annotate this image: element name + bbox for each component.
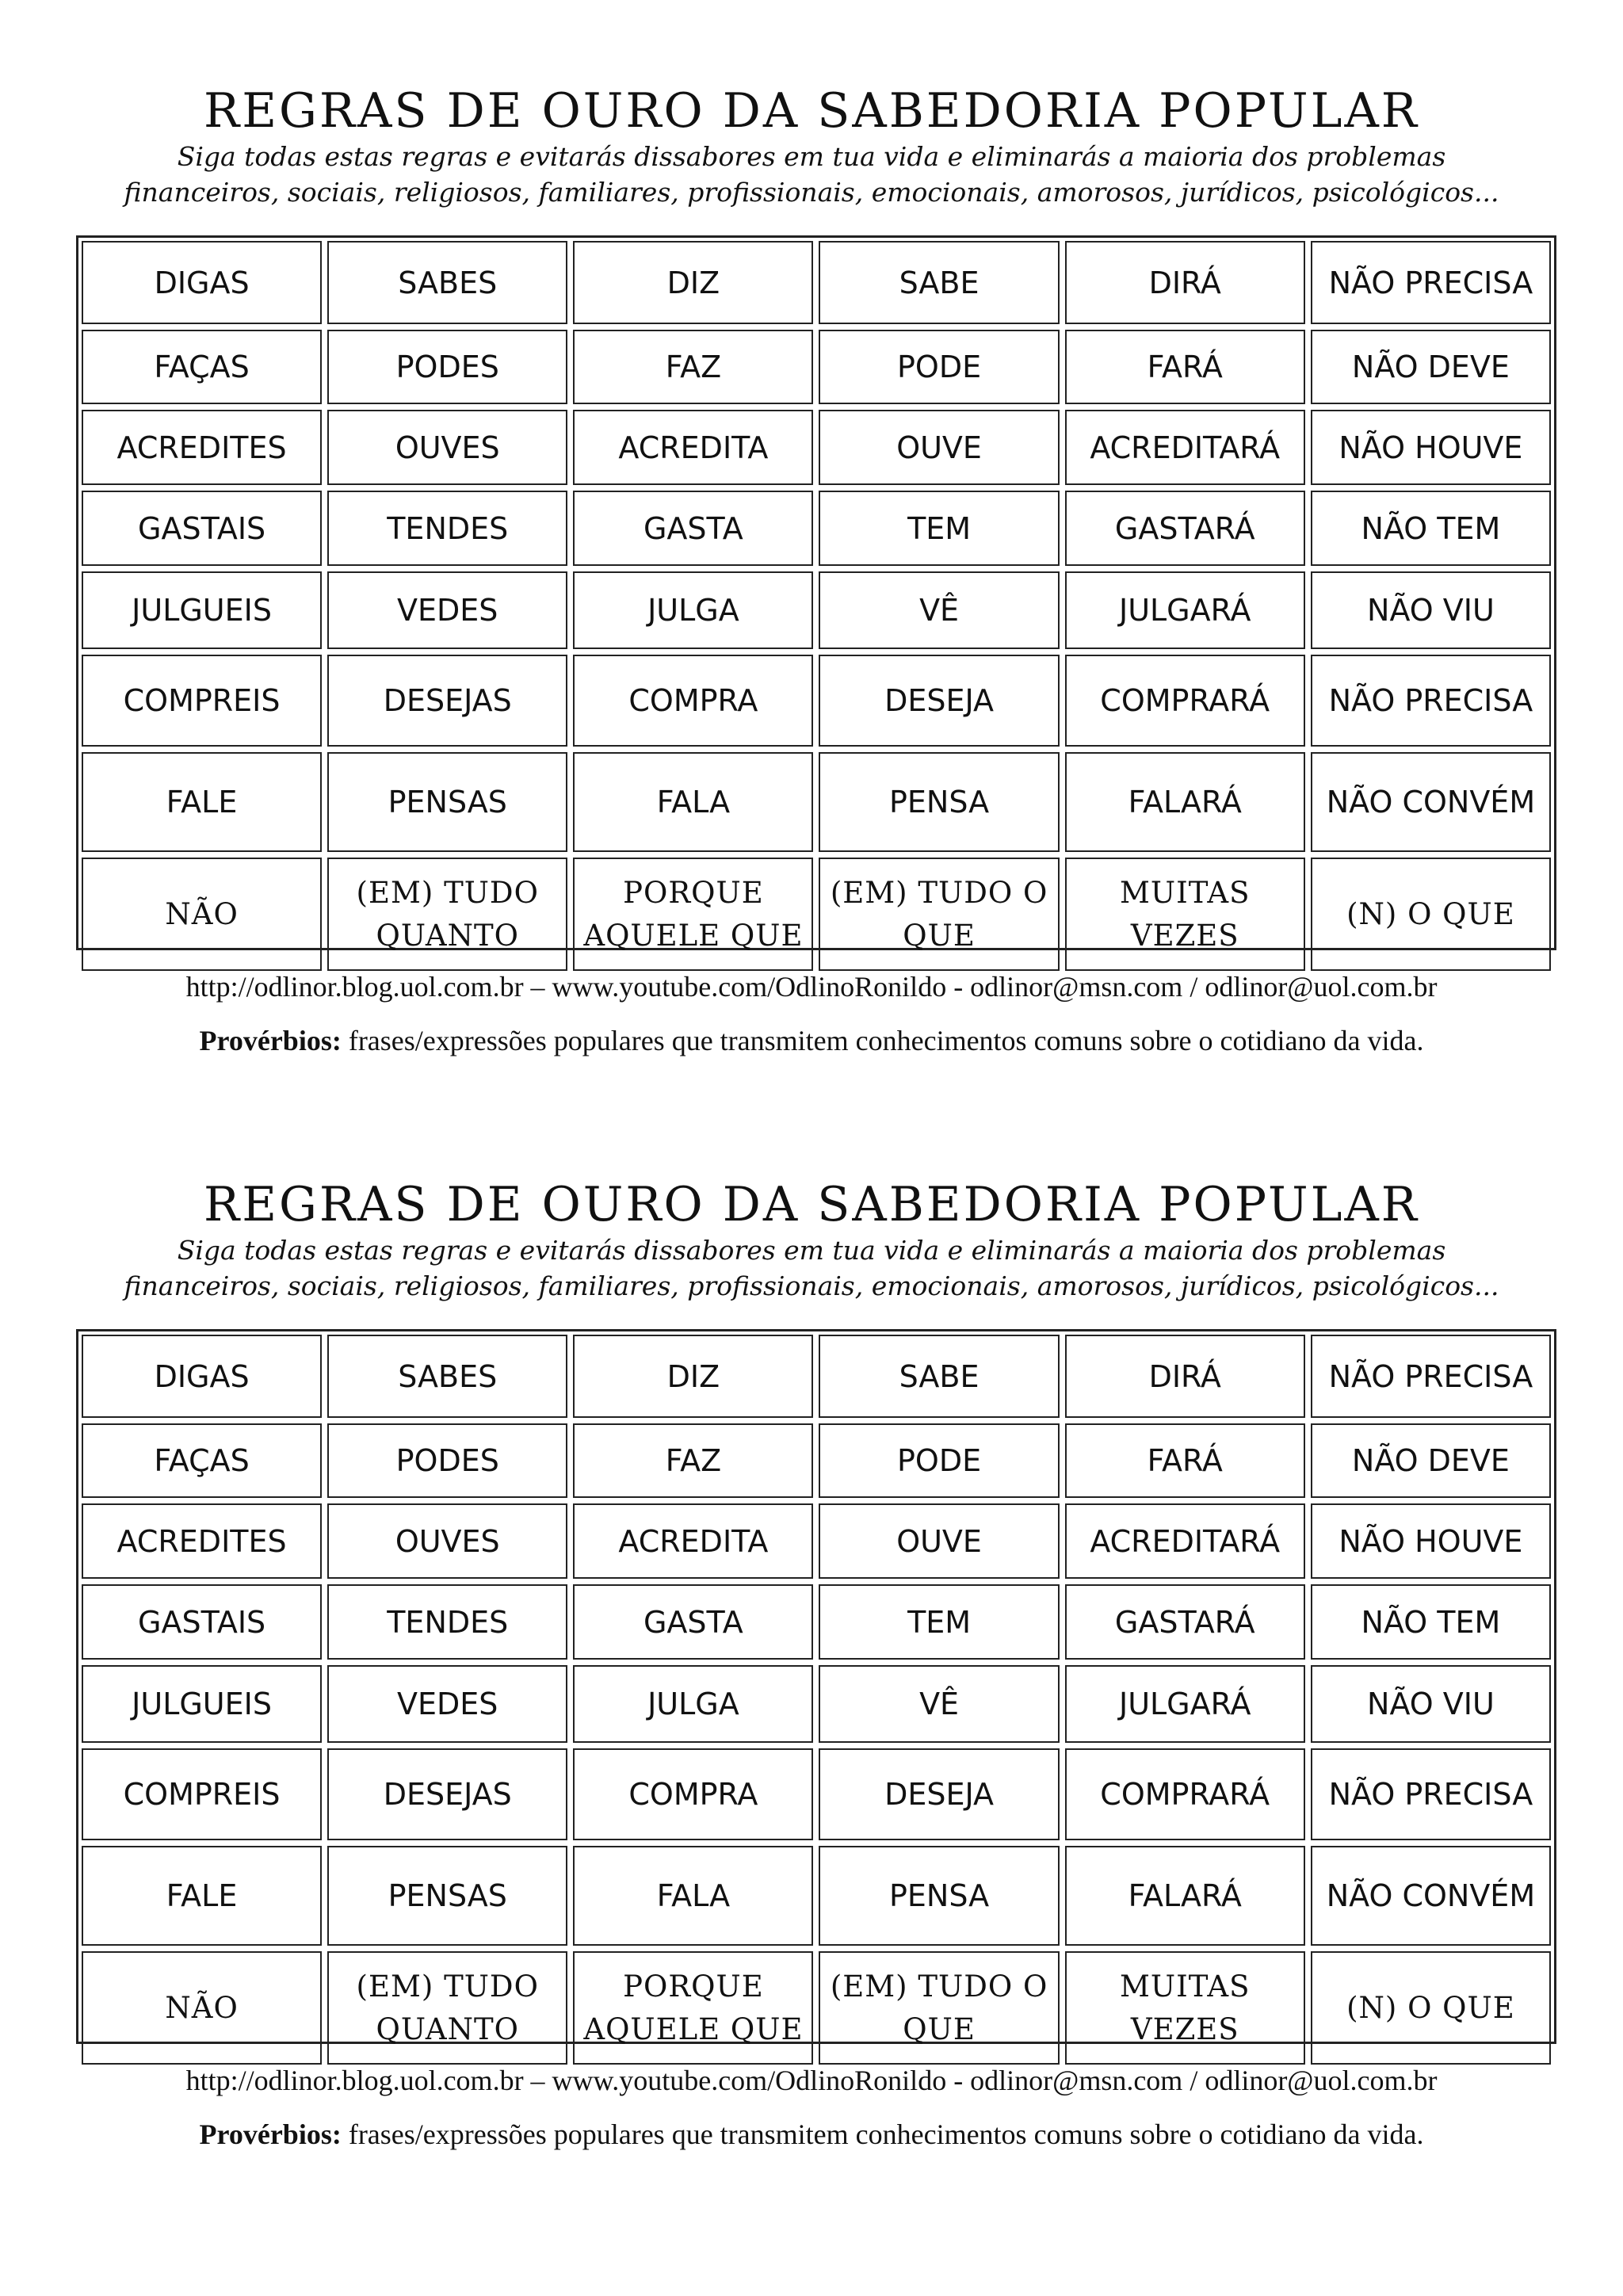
table-cell: NÃO PRECISA	[1311, 1335, 1551, 1418]
table-cell: COMPREIS	[82, 1748, 322, 1840]
table-cell: NÃO PRECISA	[1311, 241, 1551, 324]
table-cell: FARÁ	[1065, 1423, 1305, 1498]
table-cell: NÃO DEVE	[1311, 330, 1551, 404]
table-cell: OUVE	[819, 410, 1059, 485]
table-cell: NÃO TEM	[1311, 491, 1551, 566]
table-cell: DIRÁ	[1065, 1335, 1305, 1418]
table-cell: VEDES	[327, 571, 567, 649]
table-cell: NÃO VIU	[1311, 1665, 1551, 1743]
table-cell: NÃO CONVÉM	[1311, 752, 1551, 852]
table-cell: FALE	[82, 752, 322, 852]
table-cell: DESEJA	[819, 655, 1059, 747]
table-cell: PENSAS	[327, 1846, 567, 1946]
table-cell: VÊ	[819, 1665, 1059, 1743]
table-cell: SABES	[327, 1335, 567, 1418]
contact-links: http://odlinor.blog.uol.com.br – www.youtube.com/OdlinoRonildo - odlinor@msn.com / odlinor@uol.com.br	[185, 2065, 1438, 2096]
proverbs-label: Provérbios:	[199, 2118, 342, 2150]
table-cell: ACREDITES	[82, 410, 322, 485]
table-cell: SABE	[819, 241, 1059, 324]
contact-links: http://odlinor.blog.uol.com.br – www.youtube.com/OdlinoRonildo - odlinor@msn.com / odlinor@uol.com.br	[185, 971, 1438, 1003]
table-cell: ACREDITARÁ	[1065, 410, 1305, 485]
proverbs-definition	[0, 1023, 1623, 1058]
rules-sheet-2	[0, 1177, 1623, 2150]
table-cell: DIGAS	[82, 1335, 322, 1418]
table-cell: MUITAS VEZES	[1065, 858, 1305, 971]
table-cell: TEM	[819, 1584, 1059, 1660]
table-cell: NÃO	[82, 1951, 322, 2065]
table-cell: (EM) TUDO QUANTO	[327, 1951, 567, 2065]
sheet-subtitle-line-2: financeiros, sociais, religiosos, familiares, profissionais, emocionais, amorosos, jurídicos, psicológicos...	[124, 1270, 1499, 1301]
sheet-subtitle-line-1: Siga todas estas regras e evitarás dissabores em tua vida e eliminarás a maioria dos problemas	[177, 141, 1446, 172]
rules-sheet-1	[0, 83, 1623, 1056]
table-cell: OUVES	[327, 410, 567, 485]
table-cell: TENDES	[327, 1584, 567, 1660]
table-cell: COMPRARÁ	[1065, 1748, 1305, 1840]
table-cell: FAZ	[573, 1423, 813, 1498]
table-cell: FALE	[82, 1846, 322, 1946]
table-cell: PODES	[327, 330, 567, 404]
table-cell: NÃO CONVÉM	[1311, 1846, 1551, 1946]
sheet-subtitle-line-2: financeiros, sociais, religiosos, familiares, profissionais, emocionais, amorosos, jurídicos, psicológicos...	[124, 177, 1499, 208]
table-cell: NÃO TEM	[1311, 1584, 1551, 1660]
table-cell: JULGUEIS	[82, 1665, 322, 1743]
table-cell: OUVE	[819, 1503, 1059, 1579]
table-cell: PORQUE AQUELE QUE	[573, 858, 813, 971]
table-cell: COMPRA	[573, 655, 813, 747]
proverbs-text: frases/expressões populares que transmitem conhecimentos comuns sobre o cotidiano da vida.	[341, 1025, 1424, 1056]
table-cell: PODE	[819, 1423, 1059, 1498]
table-cell: PENSA	[819, 1846, 1059, 1946]
table-cell: DESEJAS	[327, 1748, 567, 1840]
table-cell: SABE	[819, 1335, 1059, 1418]
table-cell: DIRÁ	[1065, 241, 1305, 324]
table-cell: JULGUEIS	[82, 571, 322, 649]
table-cell: SABES	[327, 241, 567, 324]
rules-table	[76, 235, 1556, 953]
table-cell: ACREDITES	[82, 1503, 322, 1579]
table-cell: TENDES	[327, 491, 567, 566]
table-cell: FAÇAS	[82, 1423, 322, 1498]
rules-table	[76, 1329, 1556, 2044]
table-cell: FALA	[573, 1846, 813, 1946]
table-cell: GASTARÁ	[1065, 1584, 1305, 1660]
table-cell: COMPRARÁ	[1065, 655, 1305, 747]
table-cell: JULGARÁ	[1065, 571, 1305, 649]
sheet-subtitle-line-1: Siga todas estas regras e evitarás dissabores em tua vida e eliminarás a maioria dos problemas	[177, 1235, 1446, 1266]
table-cell: NÃO VIU	[1311, 571, 1551, 649]
table-cell: FAZ	[573, 330, 813, 404]
sheet-title: REGRAS DE OURO DA SABEDORIA POPULAR	[204, 1177, 1419, 1232]
table-cell: GASTA	[573, 491, 813, 566]
table-cell: (N) O QUE	[1311, 1951, 1551, 2065]
table-cell: FALARÁ	[1065, 752, 1305, 852]
table-cell: NÃO DEVE	[1311, 1423, 1551, 1498]
table-cell: GASTA	[573, 1584, 813, 1660]
table-cell: NÃO PRECISA	[1311, 655, 1551, 747]
table-cell: NÃO	[82, 858, 322, 971]
table-cell: DIGAS	[82, 241, 322, 324]
table-cell: JULGARÁ	[1065, 1665, 1305, 1743]
table-cell: PODES	[327, 1423, 567, 1498]
table-cell: JULGA	[573, 1665, 813, 1743]
table-cell: (N) O QUE	[1311, 858, 1551, 971]
proverbs-definition	[0, 2117, 1623, 2152]
table-cell: PENSAS	[327, 752, 567, 852]
table-cell: NÃO PRECISA	[1311, 1748, 1551, 1840]
table-cell: PENSA	[819, 752, 1059, 852]
table-cell: GASTARÁ	[1065, 491, 1305, 566]
proverbs-text: frases/expressões populares que transmitem conhecimentos comuns sobre o cotidiano da vida.	[341, 2118, 1424, 2150]
table-cell: FAÇAS	[82, 330, 322, 404]
table-cell: VEDES	[327, 1665, 567, 1743]
table-cell: DIZ	[573, 1335, 813, 1418]
table-cell: (EM) TUDO QUANTO	[327, 858, 567, 971]
table-cell: TEM	[819, 491, 1059, 566]
table-cell: NÃO HOUVE	[1311, 1503, 1551, 1579]
table-cell: ACREDITA	[573, 410, 813, 485]
table-cell: COMPRA	[573, 1748, 813, 1840]
table-cell: ACREDITA	[573, 1503, 813, 1579]
table-cell: PODE	[819, 330, 1059, 404]
table-cell: FALA	[573, 752, 813, 852]
table-cell: ACREDITARÁ	[1065, 1503, 1305, 1579]
table-cell: DESEJAS	[327, 655, 567, 747]
table-cell: JULGA	[573, 571, 813, 649]
table-cell: FARÁ	[1065, 330, 1305, 404]
table-cell: NÃO HOUVE	[1311, 410, 1551, 485]
table-cell: (EM) TUDO O QUE	[819, 858, 1059, 971]
sheet-title: REGRAS DE OURO DA SABEDORIA POPULAR	[204, 83, 1419, 139]
table-cell: (EM) TUDO O QUE	[819, 1951, 1059, 2065]
table-cell: GASTAIS	[82, 491, 322, 566]
table-cell: PORQUE AQUELE QUE	[573, 1951, 813, 2065]
table-cell: FALARÁ	[1065, 1846, 1305, 1946]
table-cell: OUVES	[327, 1503, 567, 1579]
table-cell: COMPREIS	[82, 655, 322, 747]
table-cell: DESEJA	[819, 1748, 1059, 1840]
proverbs-label: Provérbios:	[199, 1025, 342, 1056]
table-cell: VÊ	[819, 571, 1059, 649]
table-cell: GASTAIS	[82, 1584, 322, 1660]
table-cell: DIZ	[573, 241, 813, 324]
table-cell: MUITAS VEZES	[1065, 1951, 1305, 2065]
